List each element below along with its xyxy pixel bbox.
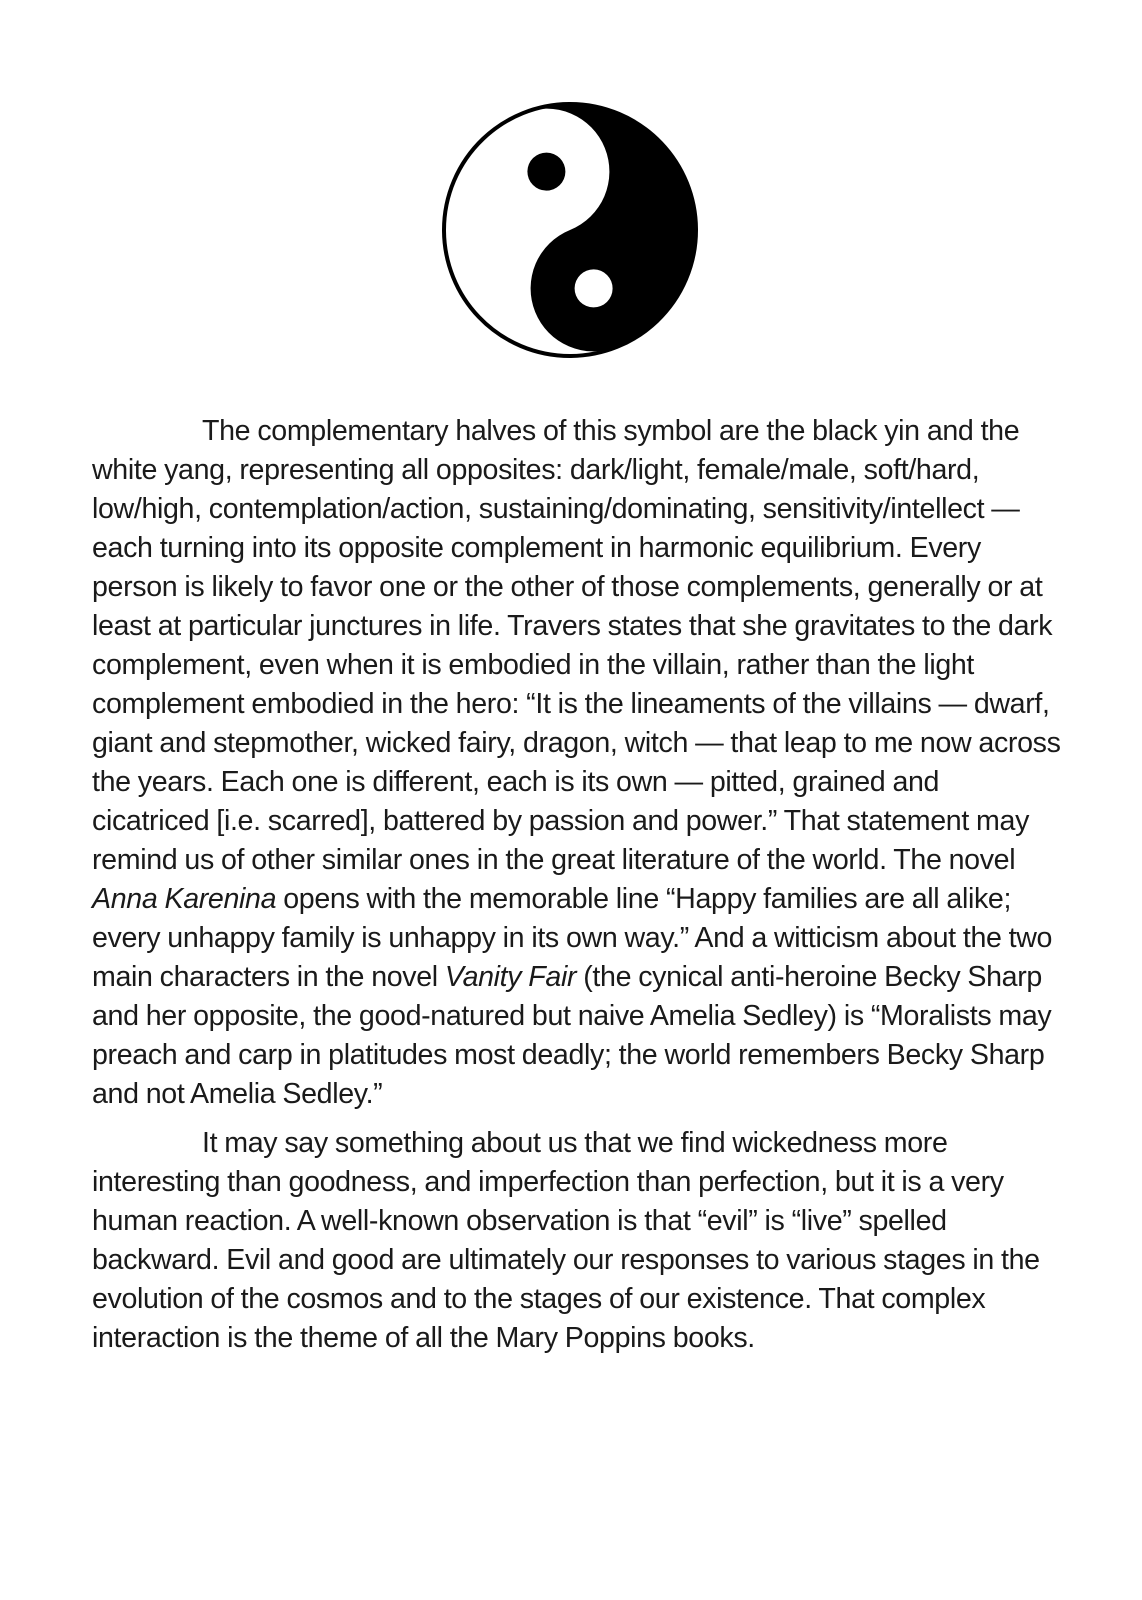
paragraph-1-text-a: The complementary halves of this symbol are the black yin and the white yang, representing all opposites: dark/light, female/male, soft/hard, low/high, contemplation/action, sustaining/dominating, sensitivity/intellect — each turning into its opposite complement in harmonic equilibrium. Every person is likely to favor one or the other of those complements, generally or at least at particular junctures in life. Travers states that she gravitates to the dark complement, even when it is embodied in the villain, rather than the light complement embodied in the hero: “It is the lineaments of the villains — dwarf, giant and stepmother, wicked fairy, dragon, witch — that leap to me now across the years. Each one is different, each is its own — pitted, grained and cicatriced [i.e. scarred], battered by passion and power.” That statement may remind us of other similar ones in the great literature of the world. The novel <box>92 415 1061 876</box>
paragraph-1 <box>92 412 1062 1114</box>
paragraph-1-text-c: (the cynical anti-heroine Becky Sharp and her opposite, the good-natured but naive Amelia Sedley) is “Moralists may preach and carp in platitudes most deadly; the world remembers Becky Sharp and not Amelia Sedley.” <box>92 961 1052 1110</box>
book-title-vanity-fair: Vanity Fair <box>444 961 577 993</box>
body-text <box>92 412 1062 1358</box>
yin-yang-icon <box>436 96 704 364</box>
book-title-anna-karenina: Anna Karenina <box>92 883 277 915</box>
paragraph-2: It may say something about us that we find wickedness more interesting than goodness, and imperfection than perfection, but it is a very human reaction. A well-known observation is that “evil” is “live” spelled backward. Evil and good are ultimately our responses to various stages in the evolution of the cosmos and to the stages of our existence. That complex interaction is the theme of all the Mary Poppins books. <box>92 1127 1040 1354</box>
paragraph-1-text-b: opens with the memorable line “Happy families are all alike; every unhappy family is unhappy in its own way.” And a witticism about the two main characters in the novel <box>92 883 1053 993</box>
